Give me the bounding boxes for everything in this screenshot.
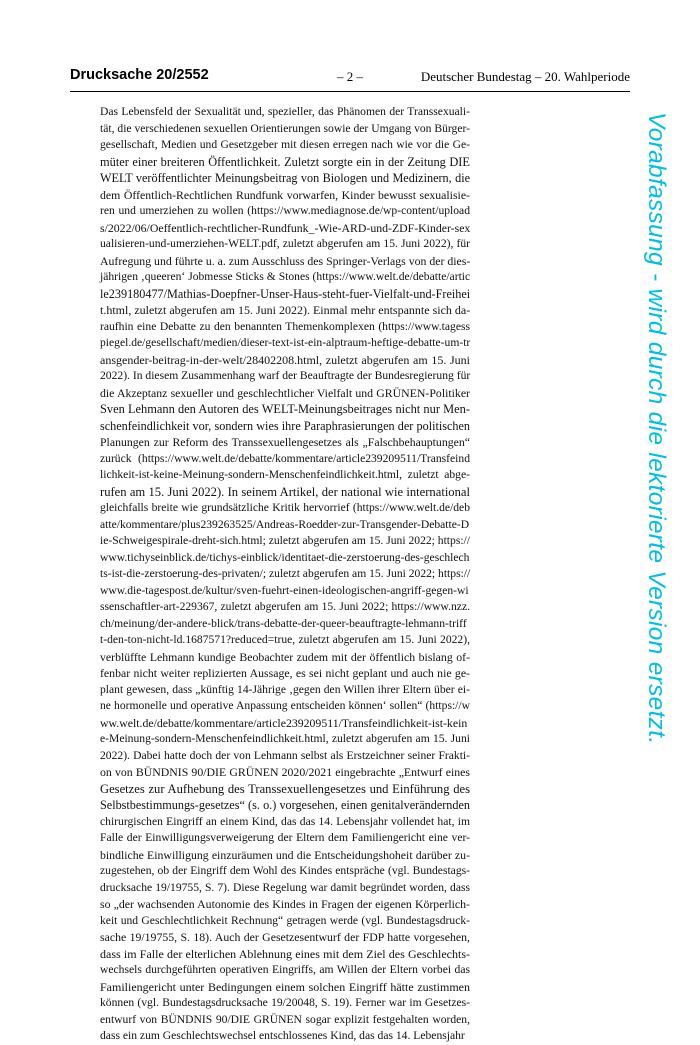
text-line: s/2022/06/Oeffentlich-rechtlicher-Rundfunk_-Wie-ARD-und-ZDF-Kinder-sex [100,220,471,235]
text-line: wechsels durchgeführten operativen Eingriffs, am Willen der Eltern vorbei das [100,963,470,976]
text-line: ansgender-beitrag-in-der-welt/28402208.html, zuletzt abgerufen am 15. Juni [100,352,470,367]
text-line: ts-ist-die-zerstoerung-des-privaten/; zuletzt abgerufen am 15. Juni 2022; https:// [100,567,471,580]
text-line: ie-Schweigespirale-dreht-sich.html; zuletzt abgerufen am 15. Juni 2022; https:// [100,534,470,547]
text-line: dem Öffentlich-Rechtlichen Rundfunk vorwarfen, Kinder bewusst sexualisie- [100,187,470,202]
text-line: on von BÜNDNIS 90/DIE GRÜNEN 2020/2021 eingebrachte „Entwurf eines [100,765,470,779]
text-line: ne hormonelle und operative Anpassung entscheiden können‘ sollen“ (https://w [100,699,470,712]
text-line: t.html, zuletzt abgerufen am 15. Juni 2022). Einmal mehr entspannte sich da- [100,303,471,317]
text-line: raufhin eine Debatte zu den benannten Themenkomplexen (https://www.tagess [100,319,470,333]
text-line: Selbstbestimmungs-gesetzes“ (s. o.) vorgesehen, einen genitalverändernden [100,798,470,812]
page-header [70,67,630,89]
text-line: so „der wachsenden Autonomie des Kindes in Fragen der eigenen Körperlich- [100,897,470,911]
text-line: gesellschaft, Medien und Gesetzgeber mit diesen erregen nach wie vor die Ge- [100,138,470,151]
text-line: le239180477/Mathias-Doepfner-Unser-Haus-steht-fuer-Vielfalt-und-Freihei [100,286,471,301]
text-line: ssenschaftler-art-229367, zuletzt abgerufen am 15. Juni 2022; https://www.nzz. [100,600,470,613]
text-line: gleichfalls breite wie grundsätzliche Kritik hervorrief (https://www.welt.de/deb [100,501,470,514]
text-line: entwurf von BÜNDNIS 90/DIE GRÜNEN sogar explizit festgehalten worden, [100,1012,470,1026]
text-line: piegel.de/gesellschaft/medien/dieser-text-ist-ein-alptraum-heftige-debatte-um-tr [100,336,471,349]
text-line: Falle der Einwilligungsverweigerung der Eltern dem Familiengericht eine ver- [100,831,470,844]
text-line: zurück (https://www.welt.de/debatte/kommentare/article239209511/Transfeind [100,451,470,465]
text-line: www.tichyseinblick.de/tichys-einblick/identitaet-die-zerstoerung-des-geschlech [100,550,470,564]
text-line: 2022). Dabei hatte doch der von Lehmann selbst als Erstzeichner seiner Frakti- [100,748,470,762]
text-line: 2022). In diesem Zusammenhang warf der Beauftragte der Bundesregierung für [100,369,471,382]
text-line: keit und Geschlechtlichkeit Rechnung“ getragen werde (vgl. Bundestagsdruck- [100,913,470,927]
text-line: die Akzeptanz sexueller und geschlechtlicher Vielfalt und GRÜNEN-Politiker [100,385,470,400]
text-line: Planungen zur Reform des Transsexuellengesetzes als „Falschbehauptungen“ [100,435,470,449]
text-line: ualisieren-und-umerziehen-WELT.pdf, zuletzt abgerufen am 15. Juni 2022), für [100,237,470,250]
text-line: müter einer breiteren Öffentlichkeit. Zuletzt sorgte ein in der Zeitung DIE [100,154,470,169]
text-line: können (vgl. Bundestagsdrucksache 19/20048, S. 19). Ferner war im Gesetzes- [100,996,470,1009]
text-line: chirurgischen Eingriff an einem Kind, das das 14. Lebensjahr vollendet hat, im [100,814,470,828]
text-line: verblüffte Lehmann kundige Beobachter zudem mit der öffentlich bislang of- [100,649,470,664]
text-line: ren und umerziehen zu wollen (https://www.mediagnose.de/wp-content/upload [100,204,470,217]
text-line: dass ein zum Geschlechtswechsel entschlossenes Kind, das das 14. Lebensjahr [100,1029,465,1042]
text-line: dass im Falle der elterlichen Ablehnung eines mit dem Ziel des Geschlechts- [100,946,470,961]
text-line: www.die-tagespost.de/kultur/sven-fuehrt-einen-ideologischen-angriff-gegen-wi [100,583,469,597]
text-line: Sven Lehmann den Autoren des WELT-Meinungsbeitrages nicht nur Men- [100,402,470,416]
text-line: e-Meinung-sondern-Menschenfeindlichkeit.html, zuletzt abgerufen am 15. Juni [100,732,470,745]
page-number: – 2 – [337,69,363,84]
text-line: sache 19/19755, S. 18). Auch der Gesetzesentwurf der FDP hatte vorgesehen, [100,930,470,944]
text-line: Das Lebensfeld der Sexualität und, spezieller, das Phänomen der Transsexuali- [100,105,470,118]
text-line: WELT veröffentlichter Meinungsbeitrag von Biologen und Medizinern, die [100,171,470,185]
text-line: zugestehen, ob der Eingriff dem Wohl des Kindes entspräche (vgl. Bundestags- [100,864,470,877]
text-line: t-den-ton-nicht-ld.1687571?reduced=true, zuletzt abgerufen am 15. Juni 2022), [100,633,470,646]
text-line: ch/meinung/der-andere-blick/trans-debatte-der-queer-beauftragte-lehmann-triff [100,616,467,630]
text-line: rufen am 15. Juni 2022). In seinem Artikel, der national wie international [100,484,470,499]
header-rule [70,91,630,92]
text-line: lichkeit-ist-keine-Meinung-sondern-Menschenfeindlichkeit.html, zuletzt abge- [100,468,470,481]
text-line: tät, die verschiedenen sexuellen Orientierungen sowie der Umgang von Bürger- [100,121,470,135]
text-line: plant gewesen, dass „künftig 14-Jährige ‚gegen den Willen ihrer Eltern über ei- [100,682,470,696]
body-text [100,104,470,1045]
text-line: jährigen ‚queeren‘ Jobmesse Sticks & Stones (https://www.welt.de/debatte/artic [100,270,471,283]
text-line: Familiengericht unter Bedingungen einem solchen Eingriff hätte zustimmen [100,979,470,994]
parliament-term: Deutscher Bundestag – 20. Wahlperiode [420,69,630,84]
text-line: drucksache 19/19755, S. 7). Diese Regelung war damit begründet worden, dass [100,880,470,894]
document-number: Drucksache 20/2552 [70,67,209,83]
text-line: fenbar nicht weiter replizierten Aussage, es sei nicht geplant und auch nie ge- [100,666,470,680]
text-line: schenfeindlichkeit vor, sondern wies ihre Paraphrasierungen der politischen [100,418,470,433]
text-line: bindliche Einwilligung einzuräumen und die Entscheidungshoheit darüber zu- [100,847,470,862]
draft-watermark: Vorabfassung - wird durch die lektorierte Version ersetzt. [643,112,670,745]
text-line: Gesetzes zur Aufhebung des Transsexuellengesetzes und Einführung des [100,781,470,796]
text-line: Aufregung und führte u. a. zum Ausschluss des Springer-Verlags von der dies- [100,253,471,268]
text-line: atte/kommentare/plus239263525/Andreas-Roedder-zur-Transgender-Debatte-D [100,517,470,531]
text-line: ww.welt.de/debatte/kommentare/article239209511/Transfeindlichkeit-ist-kein [100,715,468,730]
